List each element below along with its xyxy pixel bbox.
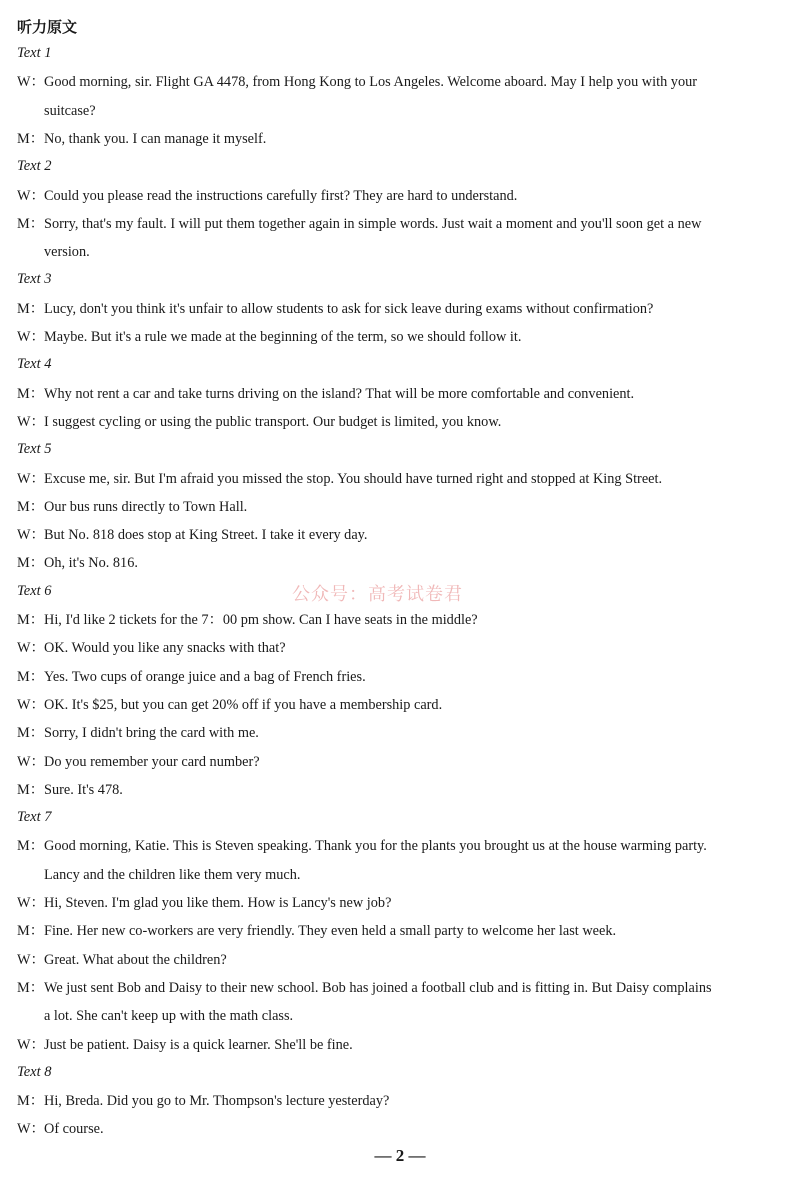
speaker-tag: M： (17, 300, 45, 317)
dialogue-text: Oh, it's No. 816. (44, 555, 138, 572)
dialogue-text: Lucy, don't you think it's unfair to allow students to ask for sick leave during exams without confirmation? (44, 300, 654, 317)
dialogue-line (17, 1115, 784, 1143)
speaker-tag: M： (17, 555, 45, 572)
dialogue-line (17, 465, 784, 493)
text-label: Text 2 (17, 158, 52, 175)
dialogue-line-continuation (17, 97, 784, 125)
dialogue-text: Do you remember your card number? (44, 753, 260, 770)
dialogue-text: a lot. She can't keep up with the math class. (44, 1008, 294, 1025)
text-label: Text 8 (17, 1063, 52, 1080)
speaker-tag: M： (17, 130, 45, 147)
speaker-tag: M： (17, 215, 45, 232)
speaker-tag: W： (17, 74, 45, 91)
dialogue-line (17, 380, 784, 408)
dialogue-line (17, 663, 784, 691)
dialogue-line (17, 974, 784, 1002)
dialogue-line (17, 691, 784, 719)
speaker-tag: W： (17, 329, 45, 345)
speaker-tag: W： (17, 470, 45, 487)
dialogue-line-continuation (17, 1002, 784, 1030)
speaker-tag: M： (17, 781, 45, 798)
dialogue-text: OK. Would you like any snacks with that? (44, 640, 286, 657)
speaker-tag: W： (17, 951, 45, 968)
dialogue-line (17, 606, 784, 634)
dialogue-text: Hi, Steven. I'm glad you like them. How is Lancy's new job? (44, 895, 392, 911)
dialogue-text: Maybe. But it's a rule we made at the beginning of the term, so we should follow it. (44, 329, 522, 345)
page-heading: 听力原文 (17, 18, 78, 36)
speaker-tag: M： (17, 923, 45, 940)
speaker-tag: M： (17, 668, 45, 685)
dialogue-line (17, 210, 784, 238)
dialogue-line (17, 889, 784, 917)
dialogue-line (17, 323, 784, 351)
dialogue-line (17, 493, 784, 521)
speaker-tag: M： (17, 385, 45, 402)
dialogue-text: Hi, Breda. Did you go to Mr. Thompson's lecture yesterday? (44, 1093, 390, 1110)
dialogue-text: Sorry, that's my fault. I will put them together again in simple words. Just wait a moment and you'll soon get a new (44, 215, 702, 232)
speaker-tag: W： (17, 413, 45, 430)
dialogue-text: But No. 818 does stop at King Street. I take it every day. (44, 527, 368, 544)
dialogue-text: Could you please read the instructions carefully first? They are hard to understand. (44, 187, 518, 204)
dialogue-line (17, 521, 784, 549)
dialogue-line (17, 182, 784, 210)
speaker-tag: W： (17, 187, 45, 204)
speaker-tag: M： (17, 612, 45, 628)
speaker-tag: W： (17, 895, 45, 911)
speaker-tag: M： (17, 725, 45, 742)
dialogue-text: Lancy and the children like them very much. (44, 866, 301, 883)
dialogue-text: No, thank you. I can manage it myself. (44, 130, 267, 147)
dialogue-line (17, 295, 784, 323)
text-label: Text 3 (17, 271, 52, 288)
dialogue-text: version. (44, 244, 90, 261)
text-label: Text 1 (17, 45, 52, 61)
text-label: Text 6 (17, 582, 52, 599)
speaker-tag: W： (17, 1036, 45, 1053)
text-label: Text 7 (17, 809, 52, 826)
dialogue-line (17, 946, 784, 974)
dialogue-text: Why not rent a car and take turns driving on the island? That will be more comfortable and convenient. (44, 385, 635, 402)
dialogue-text: Great. What about the children? (44, 951, 227, 968)
speaker-tag: W： (17, 527, 45, 544)
dialogue-text: Good morning, Katie. This is Steven speaking. Thank you for the plants you brought us at the house warming party. (44, 838, 707, 855)
dialogue-text: OK. It's $25, but you can get 20% off if you have a membership card. (44, 696, 443, 713)
dialogue-line (17, 1031, 784, 1059)
dialogue-text: We just sent Bob and Daisy to their new school. Bob has joined a football club and is fitting in. But Daisy complains (44, 979, 712, 996)
dialogue-text: Good morning, sir. Flight GA 4478, from Hong Kong to Los Angeles. Welcome aboard. May I help you with your (44, 74, 697, 91)
dialogue-text: suitcase? (44, 102, 96, 119)
speaker-tag: W： (17, 753, 45, 770)
dialogue-text: Yes. Two cups of orange juice and a bag of French fries. (44, 668, 366, 685)
dialogue-line (17, 748, 784, 776)
dialogue-line (17, 549, 784, 577)
speaker-tag: M： (17, 1093, 45, 1110)
dialogue-line (17, 125, 784, 153)
dialogue-line (17, 408, 784, 436)
dialogue-text: Hi, I'd like 2 tickets for the 7：00 pm show. Can I have seats in the middle? (44, 612, 478, 628)
dialogue-text: Our bus runs directly to Town Hall. (44, 498, 248, 515)
speaker-tag: M： (17, 979, 45, 996)
speaker-tag: W： (17, 1121, 45, 1138)
dialogue-line-continuation (17, 238, 784, 266)
dialogue-line (17, 832, 784, 860)
dialogue-line (17, 776, 784, 804)
text-label: Text 5 (17, 441, 52, 458)
speaker-tag: M： (17, 838, 45, 855)
watermark: 公众号：高考试卷君 (292, 584, 463, 605)
dialogue-text: Sure. It's 478. (44, 781, 123, 798)
text-label: Text 4 (17, 356, 52, 373)
dialogue-text: Fine. Her new co-workers are very friendly. They even held a small party to welcome her last week. (44, 923, 617, 940)
dialogue-line (17, 917, 784, 945)
dialogue-text: Sorry, I didn't bring the card with me. (44, 725, 259, 742)
dialogue-text: I suggest cycling or using the public transport. Our budget is limited, you know. (44, 413, 502, 430)
dialogue-line (17, 68, 784, 96)
dialogue-text: Just be patient. Daisy is a quick learner. She'll be fine. (44, 1036, 353, 1053)
dialogue-line-continuation (17, 861, 784, 889)
dialogue-line (17, 1087, 784, 1115)
speaker-tag: W： (17, 696, 45, 713)
page-number: — 2 — (374, 1146, 426, 1165)
speaker-tag: W： (17, 640, 45, 657)
dialogue-text: Of course. (44, 1121, 104, 1138)
speaker-tag: M： (17, 498, 45, 515)
dialogue-text: Excuse me, sir. But I'm afraid you missed the stop. You should have turned right and stopped at King Street. (44, 470, 663, 487)
dialogue-line (17, 719, 784, 747)
dialogue-line (17, 634, 784, 662)
